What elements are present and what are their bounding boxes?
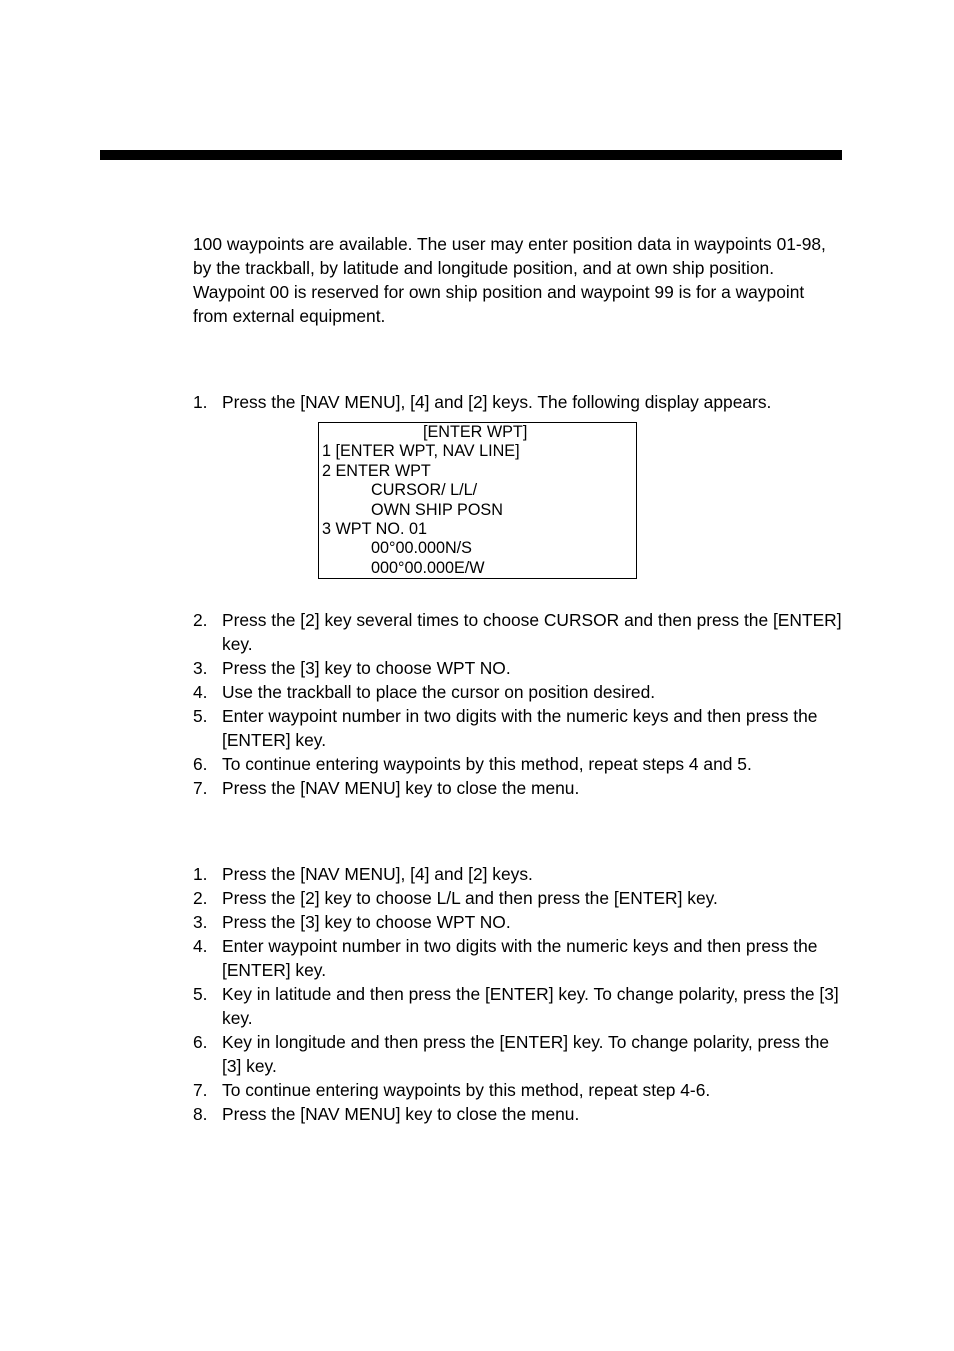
step-number: 1. xyxy=(193,392,208,412)
step-text: To continue entering waypoints by this method, repeat steps 4 and 5. xyxy=(222,754,752,774)
menu-longitude-value: 000°00.000E/W xyxy=(371,558,485,577)
menu-option-cursor-ll: CURSOR/ L/L/ xyxy=(371,481,478,500)
step-item xyxy=(193,656,843,680)
step-item xyxy=(193,776,843,800)
step-item xyxy=(193,1078,843,1102)
latlon-steps xyxy=(193,862,843,1126)
step-number: 5. xyxy=(193,706,208,726)
step-number: 3. xyxy=(193,658,208,678)
header-rule xyxy=(100,150,842,160)
step-number: 4. xyxy=(193,936,208,956)
step-number: 6. xyxy=(193,754,208,774)
step-number: 7. xyxy=(193,1080,208,1100)
step-number: 6. xyxy=(193,1032,208,1052)
cursor-steps-continued xyxy=(193,608,843,800)
step-item xyxy=(193,934,843,982)
step-text: Key in longitude and then press the [ENTER] key. To change polarity, press the [3] key. xyxy=(222,1032,830,1076)
step-number: 1. xyxy=(193,864,208,884)
step-number: 2. xyxy=(193,610,208,630)
menu-latitude-value: 00°00.000N/S xyxy=(371,539,472,558)
step-text: Press the [NAV MENU] key to close the menu. xyxy=(222,778,580,798)
step-number: 4. xyxy=(193,682,208,702)
cursor-steps-start xyxy=(193,390,843,414)
step-number: 8. xyxy=(193,1104,208,1124)
step-item xyxy=(193,982,843,1030)
step-item xyxy=(193,608,843,656)
step-text: Key in latitude and then press the [ENTER] key. To change polarity, press the [3] key. xyxy=(222,984,839,1028)
step-item xyxy=(193,910,843,934)
step-text: Press the [NAV MENU], [4] and [2] keys. The following display appears. xyxy=(222,392,772,412)
menu-title: [ENTER WPT] xyxy=(423,423,528,441)
step-item xyxy=(193,752,843,776)
menu-item-enter-wpt: 2 ENTER WPT xyxy=(322,461,431,480)
step-number: 2. xyxy=(193,888,208,908)
step-text: Enter waypoint number in two digits with the numeric keys and then press the [ENTER] key. xyxy=(222,936,818,980)
menu-option-own-ship-posn: OWN SHIP POSN xyxy=(371,500,503,519)
step-item xyxy=(193,704,843,752)
step-text: Press the [3] key to choose WPT NO. xyxy=(222,912,511,932)
step-item xyxy=(193,390,843,414)
step-item xyxy=(193,862,843,886)
step-text: Press the [NAV MENU], [4] and [2] keys. xyxy=(222,864,533,884)
step-number: 5. xyxy=(193,984,208,1004)
step-item xyxy=(193,886,843,910)
step-item xyxy=(193,1102,843,1126)
step-text: To continue entering waypoints by this method, repeat step 4-6. xyxy=(222,1080,711,1100)
step-text: Press the [3] key to choose WPT NO. xyxy=(222,658,511,678)
step-number: 7. xyxy=(193,778,208,798)
step-item xyxy=(193,680,843,704)
menu-item-wpt-no: 3 WPT NO. 01 xyxy=(322,520,427,539)
step-text: Enter waypoint number in two digits with the numeric keys and then press the [ENTER] key. xyxy=(222,706,818,750)
step-text: Press the [NAV MENU] key to close the menu. xyxy=(222,1104,580,1124)
step-text: Press the [2] key to choose L/L and then press the [ENTER] key. xyxy=(222,888,718,908)
step-text: Press the [2] key several times to choose CURSOR and then press the [ENTER] key. xyxy=(222,610,842,654)
intro-paragraph: 100 waypoints are available. The user may enter position data in waypoints 01-98, by the trackball, by latitude and longitude position, and at own ship position. Waypoint 00 is reserved for own ship position and waypoint 99 is for a waypoint from external equipment. xyxy=(193,234,826,326)
step-item xyxy=(193,1030,843,1078)
step-text: Use the trackball to place the cursor on position desired. xyxy=(222,682,656,702)
menu-item-enter-wpt-nav-line: 1 [ENTER WPT, NAV LINE] xyxy=(322,442,520,461)
step-number: 3. xyxy=(193,912,208,932)
enter-wpt-menu-display xyxy=(318,422,637,579)
